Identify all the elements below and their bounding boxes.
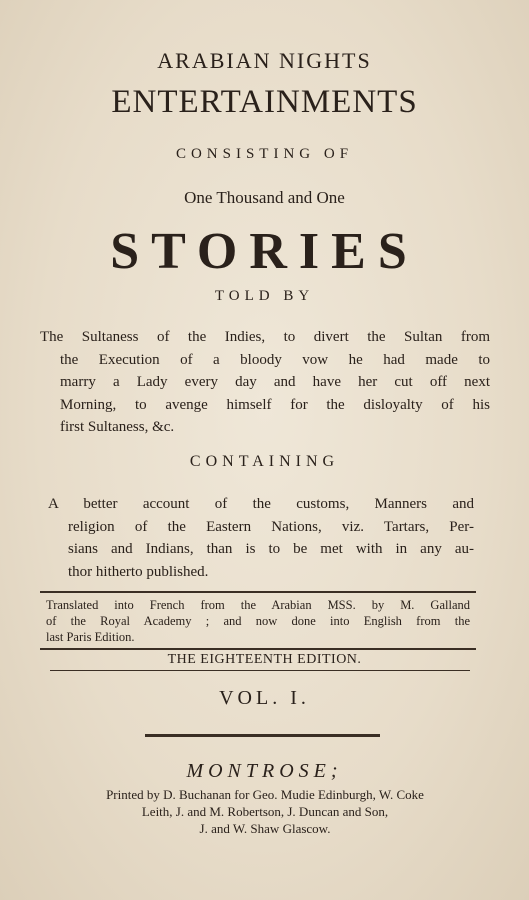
title-line-stories: STORIES xyxy=(110,223,419,280)
translation-note xyxy=(46,597,470,645)
title-line-told-by: TOLD BY xyxy=(214,288,315,304)
paragraph-line: thor hitherto published. xyxy=(68,563,209,580)
title-line-one-thousand: One Thousand and One xyxy=(184,188,345,207)
place-line: MONTROSE; xyxy=(186,760,343,782)
imprint-line: J. and W. Shaw Glascow. xyxy=(199,821,331,836)
note-line: last Paris Edition. xyxy=(46,630,135,644)
edition-line: THE EIGHTEENTH EDITION. xyxy=(167,652,362,667)
paragraph-line: the Execution of a bloody vow he had made to xyxy=(60,351,490,368)
imprint-line: Printed by D. Buchanan for Geo. Mudie Edinburgh, W. Coke xyxy=(106,787,424,802)
paragraph-line: religion of the Eastern Nations, viz. Tartars, Per- xyxy=(68,518,474,535)
volume-line: VOL. I. xyxy=(219,687,310,709)
ornamental-rule xyxy=(145,734,380,737)
imprint-line: Leith, J. and M. Robertson, J. Duncan and Son, xyxy=(141,804,389,819)
title-line-entertainments: ENTERTAINMENTS xyxy=(111,84,418,120)
containing-paragraph xyxy=(48,493,474,583)
divider-rule xyxy=(40,648,476,650)
paragraph-line: first Sultaness, &c. xyxy=(60,419,175,435)
paragraph-line: A better account of the customs, Manners and xyxy=(48,496,474,512)
paragraph-line: Morning, to avenge himself for the disloyalty of his xyxy=(60,396,490,413)
told-by-paragraph xyxy=(40,326,490,439)
containing-heading: CONTAINING xyxy=(189,453,340,470)
divider-rule xyxy=(40,591,476,593)
imprint xyxy=(40,786,490,837)
title-line-consisting-of: CONSISTING OF xyxy=(175,146,354,162)
paragraph-line: marry a Lady every day and have her cut off next xyxy=(60,374,490,390)
paragraph-line: sians and Indians, than is to be met with in any au- xyxy=(68,541,474,557)
note-line: of the Royal Academy ; and now done into English from the xyxy=(46,614,470,628)
note-line: Translated into French from the Arabian MSS. by M. Galland xyxy=(46,598,470,612)
title-line-arabian-nights: ARABIAN NIGHTS xyxy=(157,48,372,73)
divider-rule xyxy=(50,670,470,671)
paragraph-line: The Sultaness of the Indies, to divert the Sultan from xyxy=(40,329,490,345)
